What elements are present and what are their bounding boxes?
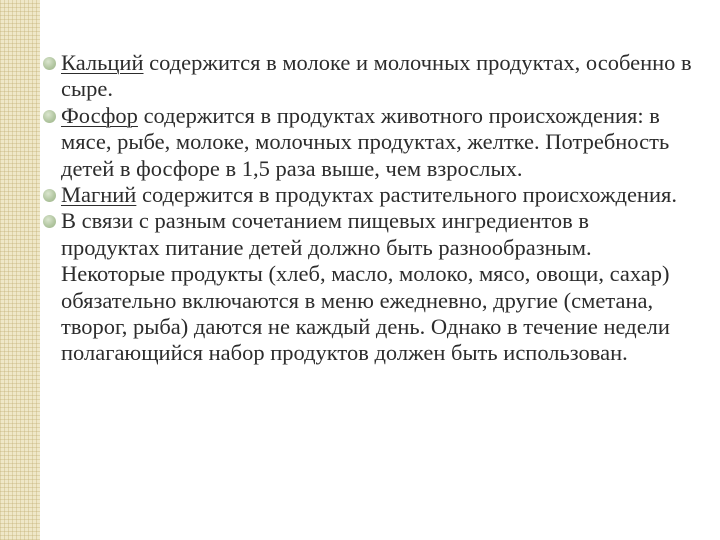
term-calcium: Кальций xyxy=(61,50,144,75)
bullet-dot-icon xyxy=(43,57,56,70)
term-phosphorus: Фосфор xyxy=(61,102,138,128)
bullet-dot-icon xyxy=(43,110,56,123)
bullet-item-phosphorus xyxy=(42,103,692,182)
bullet-text-diet-variety: В связи с разным сочетанием пищевых ингредиентов в продуктах питание детей должно быть разнообразным. Некоторые продукты (хлеб, масло, молоко, мясо, овощи, сахар) обязательно включаются в меню ежедневно, другие (сметана, творог, рыба) даются не каждый день. Однако в течение недели полагающийся набор продуктов должен быть использован. xyxy=(61,208,670,366)
bullet-text-calcium: содержится в молоке и молочных продуктах, особенно в сыре. xyxy=(61,50,692,102)
bullet-item-diet-variety xyxy=(42,208,692,366)
bullet-text-magnesium: содержится в продуктах растительного происхождения. xyxy=(136,182,677,208)
bullet-item-calcium xyxy=(42,50,692,103)
bullet-text-phosphorus: содержится в продуктах животного происхождения: в мясе, рыбе, молоке, молочных продуктах, желтке. Потребность детей в фосфоре в 1,5 раза выше, чем взрослых. xyxy=(61,102,670,181)
bullet-dot-icon xyxy=(43,215,56,228)
decorative-side-stripe xyxy=(0,0,40,540)
slide-content xyxy=(42,50,692,367)
bullet-list xyxy=(42,50,692,367)
term-magnesium: Магний xyxy=(61,182,137,208)
bullet-item-magnesium xyxy=(42,182,692,208)
bullet-dot-icon xyxy=(43,189,56,202)
